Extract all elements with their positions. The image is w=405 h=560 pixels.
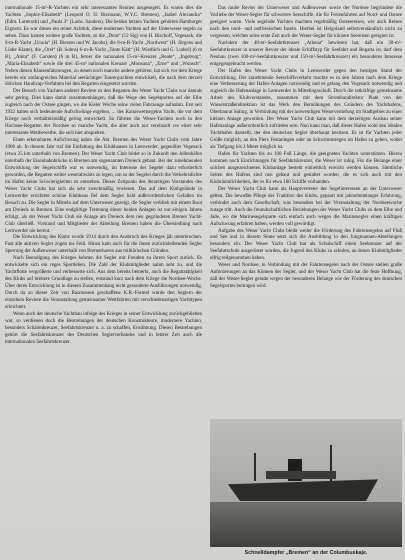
paragraph: Weser und Nordsee, in Verbindung mit der Fahrtensegelei nach der Ostsee stellen große Anforderungen an das Können der Segler, und der Weser Yacht Club hat die feste Hoffnung, daß der Weser-Segler gerade wegen der besonderen Belange wie der Förderung des deutschen Segelsportes beitragen wird. [210, 262, 402, 290]
ship-photo [210, 419, 402, 547]
paragraph: Das rauhe Revier der Unterweser und Außenweser sowie der Nordsee begründete die Vorliebe der Weser-Segler für schwerere Seeschiffe, die für Ferienfahrten auf Nord- und Ostsee geeignet waren. Viele segelnde Yachten machten regelmäßig Ostseereisen, wie auch Reisen nach den nord- und ostfriesischen Inseln. Hierbei ist Helgoland selbstverständlich nicht zu vergessen, welches seine erste Zeit auch der Weser-Segler für kürzere Seereisen geeignet ist. [210, 5, 402, 39]
paragraph: internationale 15-m²-R-Yachten ein sehr interessantes Rennen ausgesegelt. Es waren dies die Yachten „Sophie-Elisabeth“ (Leopold O. H. Biermann, W.Y.C. Bremen), „Isabel Alexandra“ (Edm. Lutteroth) und „Paula 3“ (Ludw. Sanders). Die beiden letzten Yachten gehörten Hamburger Eignern. Es war dieses ein reiner Achtluk, diese modernen Yachten auf der Unterweser segeln zu sehen. Dazu kamen weitere große Yachten, so die „Dora“ (12 Sig) von H. Bischoff, Vegesack, die 8-m-R-Yacht „Ursula“ (H. Biersen und W. Jacobs), die 8-m-R-Yacht „Nordwest“ (H. Jörgens und Lüder Klatte), die „Orel“ (B. Sohns) 6-m-R-Yacht „Tante Käti“ (H. Wiedlich und G. Luderl) (6 m R), „Anita“ (F. Corsten) (6 m R), ferner die nationalen 15-m²-Kreuzer „Beate“, „Ingeborg“, „Maria-Elisabeth“ sowie die drei 45-m² nationalen Kreuzer „Monsuna“, „Erne“ und „Wunsch“. Neben diesen Klassenfahrzeugen, zu denen noch manche andere gehören, hat sich vor dem Kriege bereits ein umfangreiches Material seetüchtiger Tourenyachten entwickelt, die nach dem derzeit üblichen Handicap-Verfahren bei den Regatten eingesetzt wurden. [5, 5, 203, 88]
paragraph: Die Entwicklung des Klubs wurde 1914 durch den Ausbruch des Krieges jäh unterbrochen. Fast alle aktiven Segler zogen ins Feld. Hinzu kam auch für die ihnen zurückbleibenden Segler Sperrung der Außenweser unterhalb von Bremerhaven aus militärischen Gründen. [5, 234, 202, 255]
paragraph: Hafen für Yachten bis zu 100 Fuß Länge, die geeigneten Yachten unterstützen. Hierzu kommen noch Einrichtungen für Seefahrtskreuzer, die Weser ist ruhig. Für die Belange einer solchen ausgezeichneten Klubanlage besteht einheitlich erreicht werden können. Sämtliche Seiten des Hafens sind neu gebaut und gestaltet worden, die es sich auch mit den Klubräumlichkeiten, der es für etwa 100 Schiffe vorhanden. [210, 151, 402, 185]
photo-caption: Schnelldampfer „Bremen“ an der Columbuskaje. [244, 550, 368, 556]
left-text-column [5, 5, 202, 346]
paragraph: Nachdem der 40-m²-Seefahrtkreuzer „Athena“ bewiesen hat, daß ein 30-m²-Seefahrtkreuzer in unserer Revier der ideale Schiffstyp für Seefahrt und Regatta ist, darf dem Neubau (zwei 100-m²-Seefahrtkreuzer und 150-m²-Seefahrtkreuzer) ein besonderes Interesse entgegengebracht werden. [210, 39, 402, 67]
paragraph: Der Hafen des Weser Yacht Clubs in Lemwerder gegen den heutigen Stand der Entwicklung. Der zunehmende Seeschiffsverkehr machte es in den Jahren nach dem Kriege eine Verbesserung der Hafen-Anlagen notwendig und es gelang den Vegesack notwendig und zugleich die Hafenanlage in Lemwerder in Mittelingsschuft. Durch die tatkräftige gemeinsame Arbeit des Klubvorstandes, zusammen mit dem Strombaudirektor Plate von der Wasserstraßendirektion ist das Werk den Bemühungen des Gründers des Yachthafens, Oberbaurat Suling, in Verbindung mit der notwendigen Weservertiefung im Stadtgebiet zu einer kleinen Anlage geworden. Der Weser Yacht Club kann mit dem derzeitigen Ausbau seiner Hafenanlage außerordentlich zufrieden sein. Nun kann man, daß dieser Hafen wohl den idealen Yachthafen darstellt, der den deutschen Segler überhaupt besitzen. Es ist für Yachten jeder Größe möglich, an den Piers Festanlegen oder an Schwimmstegen im Hafen zu gehen, wobei als Tiefgang bis 3 Meter möglich ist. [210, 67, 402, 151]
paragraph: Der Weser Yacht Club kann als Hauptvertreter der Segelinteressen an der Unterweser gelten. Die bewußte Pflege der Tradition des Klubs, gepaart mit jahrzehntelanger Erfahrung, verbindet auch dem Gesellschaft, was besonders bei der Veranstaltung der Nordseewoche zutage tritt. Auch die freundschaftlichen Beziehungen der Weser Yacht Clubs zu dem Elbe und Jade, wo die Marinesegelsparte sich einfach auch wegen die Marinesegler einen kräftigen Aufschwung erfahren haben, werden voll gewürdigt. [210, 185, 402, 227]
paragraph: Der Besuch von Yachten anderer Reviere zu den Regatten des Weser Yacht Clubs war damals sehr gering. Dies kann damit zusammenhängen, daß die Wege des Segelsportes auf der Elbe zugleich nach der Ostsee gingen, wo die Kieler Woche seine vielen Fahrzeuge aufnahm. Erst seit 1932 haben sich bedeutende Aufschwünge ergeben, ... des Kaiserwettsegelns Yacht, die vor dem Kriege noch verhältnismäßig gering entwickelt. So führten die Weser-Yachten noch in den Hochsee-Regatten der Nordsee so manche Yacht, die aber auch nur vereinzelt vor einer sehr interessante Wettbewerbe, die sich hier abspielten. [5, 88, 202, 137]
paragraph: Wenn auch der deutsche Yachtbau infolge des Krieges in seiner Entwicklung zurückgeblieben war, so verdienen doch die Bestrebungen der deutschen Konstrukteure, modernere Yachten, besonders Schärenkreuzer, Seefahrtskreuzer u. a. zu schaffen, Erwähnung. Diesen Bestrebungen gehört die Seefahrtskreuzer des Deutschen Seglerverbandes und in letzter Zeit auch die internationalen Seefahrtskreuzer. [5, 310, 202, 345]
photo-water [210, 502, 402, 547]
ship-mast [254, 453, 256, 481]
paragraph: Einen erkennbaren Aufschwung nahm die Abt. Bremen des Weser Yacht Clubs vom Jahre 1906 ab. In diesem Jahr traf die Entfaltung des Klubhauses in Lemwerder, gegenüber Vegesack (etwa 25 km unterhalb von Bremen). Der Weser Yacht Club bildet so in Zukunft den Jollenhäfen unterhalb der Eisenbahnbrücke in Bremen am sogenannten Dreieck gebaut. Bei der zunehmenden Entwicklung der Segelschiffe war es notwendig, im Interesse der Segelei dazu erforderlich geworden, die Regatten weiter weserabwärts zu legen, um so der Segelei durch die Verkehrsdichte im Hafen keine Schwierigkeiten zu entstehen. Dieser Zeitpunkt des derzeitigen Vorstandes des Weser Yacht Clubs hat sich als sehr zweckmäßig erwiesen. Das auf dem Klubgelände in Lemwerder errichtete schöne Klubhaus fiel dem Segler bald außerordentlichen Gefallen im Besuch zu. Die Segler in Mitteln auf dem Unterweser gezeigt, die Segler verblieb mit einem Boot am Dreieck in Bremen. Eine endgültige Trennung dieser beiden Anlagen ist nur einigen Jahren erfolgt, als der Weser Yacht Club sie Anlage am Dreieck dem neu gegründeten Bremer Yacht-Club überließ. Vorstand und Mitglieder der Abteilung Bremen haben die Übersiedlung nach Lemwerder nie bereut. [5, 137, 202, 234]
right-text-column [210, 5, 402, 290]
paragraph: Nach Beendigung des Krieges kehrten die Segler mit Freuden zu ihrem Sport zurück. Es entwickelte sich ein reges Sportleben. Die Zahl der Klubmitglieder nahm sehr zu, und die Yachtflotte vergrößerte und verbesserte sich. Aus dem bereits bemerkt, auch die Regattatätigkeit des Klubs auf breitere Grundlage zu stellen, entstand kurz nach dem Kriege die Nordsee-Woche. Über deren Entwicklung ist in diesem Zusammenhang nicht gesonderte Ausführungen notwendig. Durch da zu dieser Zeit von Rasmussen geschaffene K.R.-Formel wurde den Seglern der einzelnen Reviere die Veranstaltung gemeinsamer Wettfahrten mit verschiedenartigen Yachttypen erleichtert. [5, 255, 202, 310]
ship-superstructure [266, 471, 336, 479]
paragraph: Aufgabe des Weser Yacht Clubs bleibt weiter die Förderung des Fahrtensegelns auf Fluß und See und in diesem Sinne setzt sich die Ausbildung in den Jungmannen-Abteilungen besonders ein. Der Weser Yacht Club hat als Schulschiff einen Seekreuzer auf der Seefahrtschule ausgerüstet worden, die Jugend des Klubs zu schulen, an denen Klubmitglieder eifrig teilgenommen haben. [210, 227, 402, 262]
